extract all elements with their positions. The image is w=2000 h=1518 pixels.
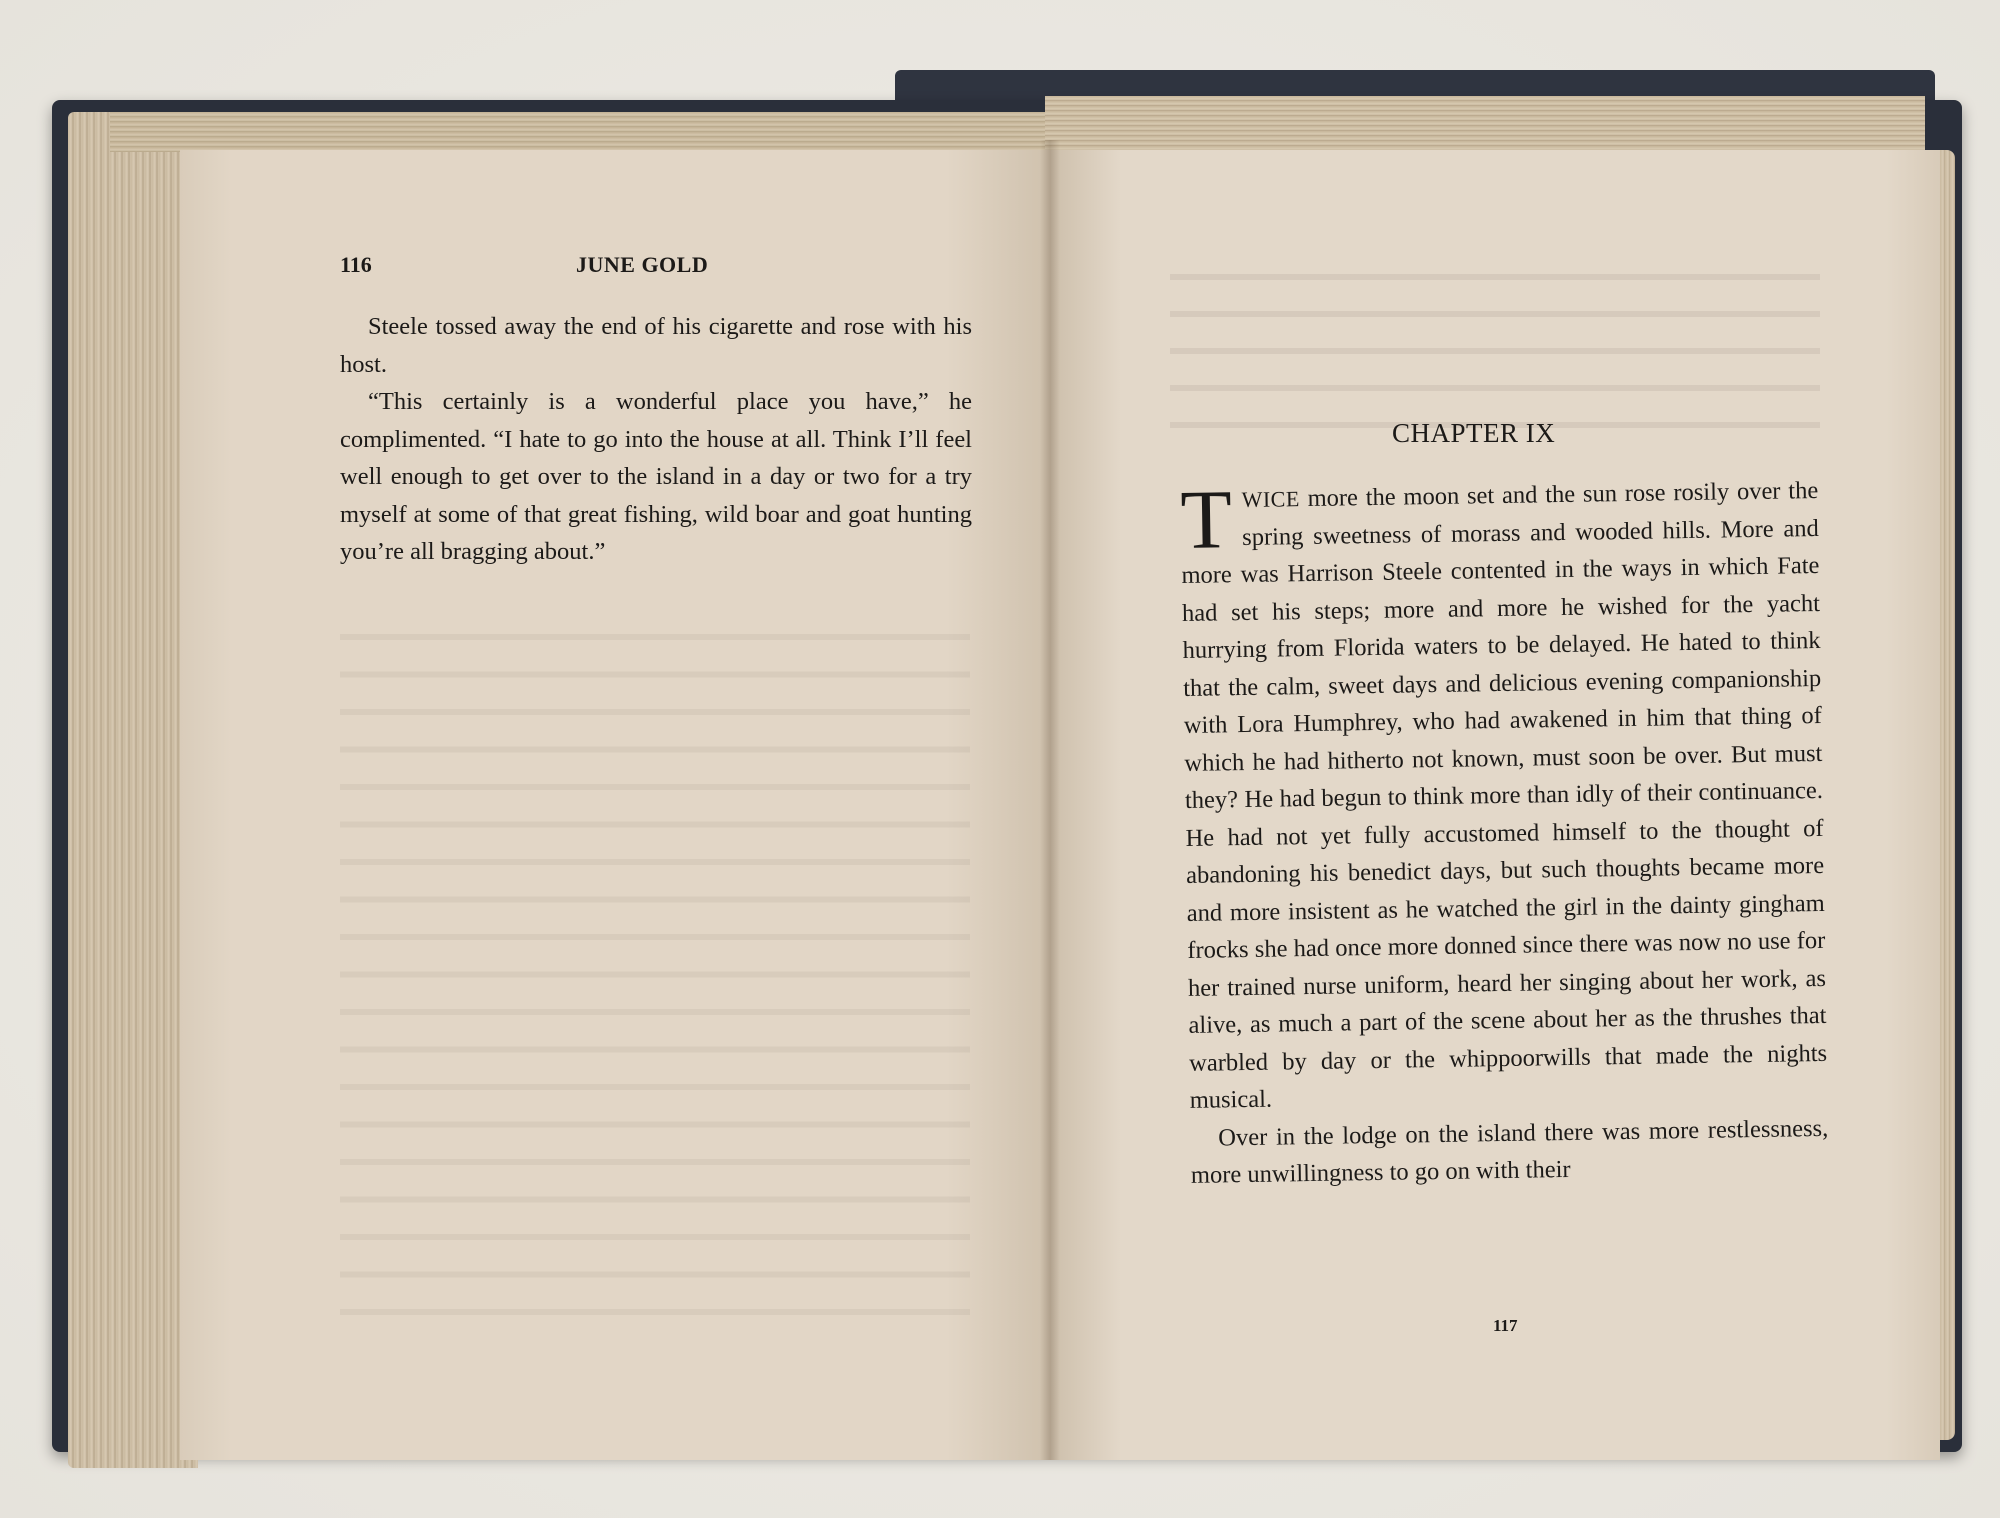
bleed-through-left — [340, 610, 970, 1330]
drop-cap: T — [1179, 473, 1233, 567]
left-paragraph: Steele tossed away the end of his cigarette and rose with his host. — [340, 313, 972, 378]
left-paragraph: “This certainly is a wonderful place you have,” he complimented. “I hate to go into the house at all. Think I’ll feel well enough to get over to the island in a day or two for a try myself at some of that great fishing, wild boar and goat hunting you’re all bragging about.” — [340, 388, 972, 565]
bleed-through-right — [1170, 250, 1820, 430]
paragraph-1-text: more the moon set and the sun rose rosily over the spring sweetness of morass and wooded hills. More and more was Harrison Steele contented in the ways in which Fate had set his steps; more and more he wished for the yacht hurrying from Florida waters to be delayed. He hated to think that the calm, sweet days and delicious evening companionship with Lora Humphrey, who had awakened in him that thing of which he had hitherto not known, must soon be over. But must they? He had begun to think more than idly of their continuance. He had not yet fully accustomed himself to the thought of abandoning his benedict days, but such thoughts became more and more insistent as he watched the girl in the dainty gingham frocks she had once more donned since there was now no use for her trained nurse uniform, heard her singing about her work, as alive, as much a part of the scene about her as the thrushes that warbled by day or the whippoorwills that made the nights musical. — [1181, 476, 1828, 1114]
opening-smallcaps: WICE — [1241, 486, 1300, 513]
left-page-number: 116 — [340, 252, 372, 277]
right-page-number: 117 — [1493, 1316, 1518, 1335]
page-block-top-right — [1045, 96, 1925, 154]
right-paragraph-1 — [1180, 472, 1828, 1119]
page-block-top-left — [110, 112, 1050, 152]
left-page-body — [340, 308, 972, 571]
book-gutter — [1040, 140, 1060, 1460]
right-page-body — [1180, 472, 1829, 1194]
chapter-heading: CHAPTER IX — [1392, 418, 1556, 448]
right-paragraph-2: Over in the lodge on the island there was more restlessness, more unwillingness to go on with their — [1190, 1114, 1829, 1189]
page-block-left-edge — [68, 112, 198, 1468]
running-title: JUNE GOLD — [576, 252, 709, 277]
